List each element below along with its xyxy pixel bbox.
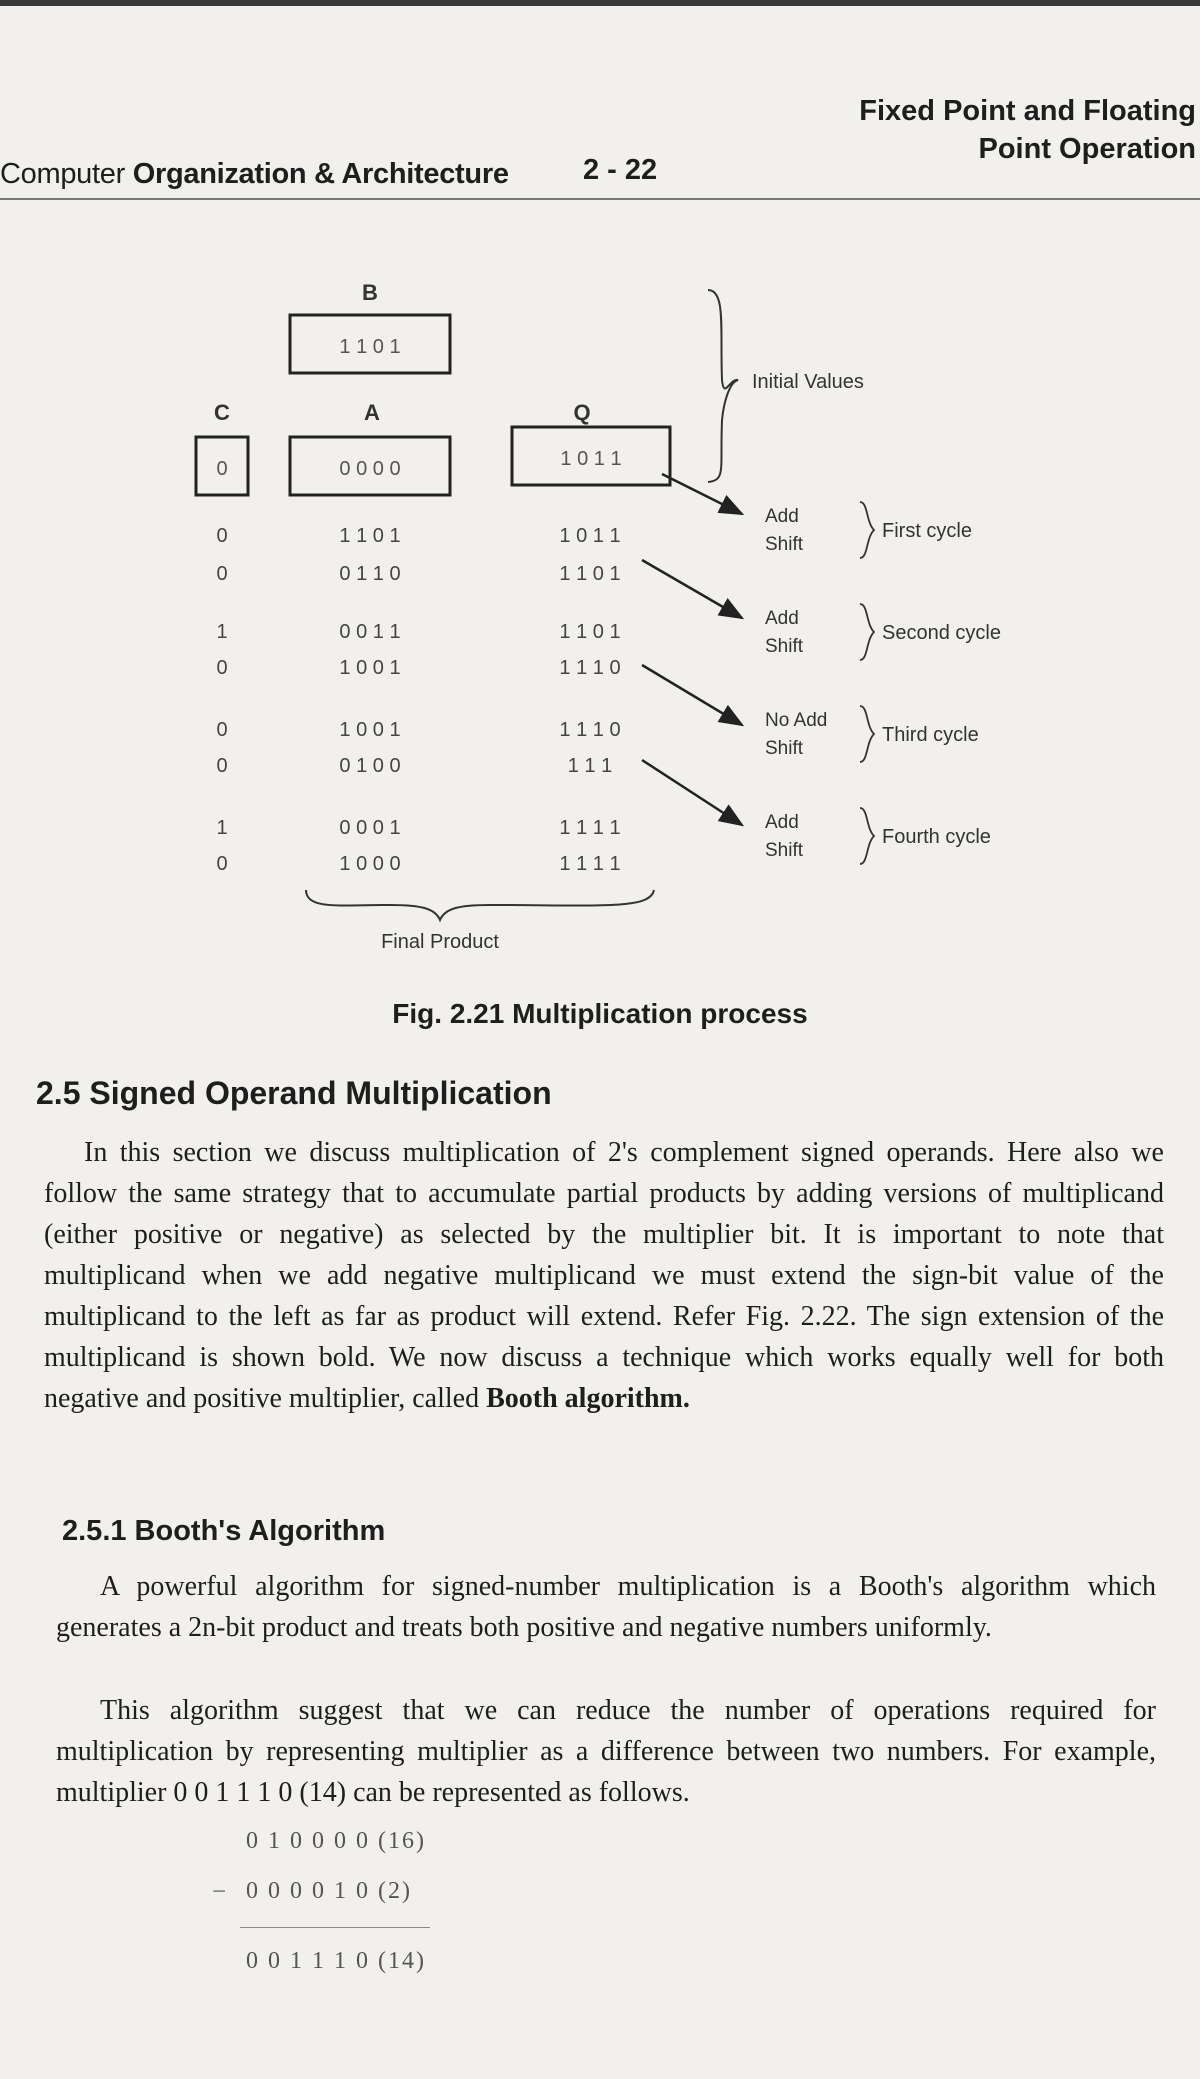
row-8-q: 1 1 1 1 xyxy=(559,853,621,875)
chapter-title-line2: Point Operation xyxy=(978,133,1196,165)
multiplication-diagram xyxy=(170,260,1070,960)
cycle-2-op2: Shift xyxy=(765,636,804,657)
register-c-value: 0 xyxy=(216,458,228,480)
equation-result-14: 0 0 1 1 1 0 (14) xyxy=(246,1948,426,1974)
cycle-2-op1: Add xyxy=(765,608,799,629)
equation-rule xyxy=(240,1927,430,1928)
cycle-1-op2: Shift xyxy=(765,534,804,555)
row-5-c: 0 xyxy=(216,719,228,741)
row-6-c: 0 xyxy=(216,755,228,777)
row-3-a: 0 0 1 1 xyxy=(339,621,401,643)
row-1-c: 0 xyxy=(216,525,228,547)
section-title: 2.5 Signed Operand Multiplication xyxy=(36,1075,552,1111)
final-product-label: Final Product xyxy=(381,931,499,953)
row-4-a: 1 0 0 1 xyxy=(339,657,401,679)
row-6-a: 0 1 0 0 xyxy=(339,755,401,777)
row-7-q: 1 1 1 1 xyxy=(559,817,621,839)
cycle-3-op1: No Add xyxy=(765,710,828,731)
row-3-q: 1 1 0 1 xyxy=(559,621,621,643)
final-product-brace xyxy=(306,890,654,920)
row-8-a: 1 0 0 0 xyxy=(339,853,401,875)
subsection-title: 2.5.1 Booth's Algorithm xyxy=(62,1515,386,1547)
paragraph-booth-intro: A powerful algorithm for signed-number multiplication is a Booth's algorithm which generates a 2n-bit product and treats both positive and negative numbers uniformly. xyxy=(56,1571,1156,1643)
cycle-4-op1: Add xyxy=(765,812,799,833)
row-7-c: 1 xyxy=(216,817,228,839)
equation-line-16: 0 1 0 0 0 0 (16) xyxy=(246,1828,426,1854)
row-2-a: 0 1 1 0 xyxy=(339,563,401,585)
row-5-q: 1 1 1 0 xyxy=(559,719,621,741)
row-3-c: 1 xyxy=(216,621,228,643)
running-header-book-title: Computer Organization & Architecture xyxy=(0,158,509,190)
chapter-title-line1: Fixed Point and Floating xyxy=(859,95,1196,127)
row-1-q: 1 0 1 1 xyxy=(559,525,621,547)
label-a: A xyxy=(364,400,380,425)
cycle-4-name: Fourth cycle xyxy=(882,826,991,848)
label-q: Q xyxy=(573,400,591,425)
row-2-q: 1 1 0 1 xyxy=(559,563,621,585)
cycle-3-name: Third cycle xyxy=(882,724,979,746)
initial-values-label: Initial Values xyxy=(752,371,864,393)
cycle-3-brace xyxy=(860,706,874,762)
arrow-2 xyxy=(642,560,742,618)
cycle-2-name: Second cycle xyxy=(882,622,1001,644)
cycle-4-brace xyxy=(860,808,874,864)
top-edge xyxy=(0,0,1200,6)
row-4-q: 1 1 1 0 xyxy=(559,657,621,679)
row-2-c: 0 xyxy=(216,563,228,585)
arrow-4 xyxy=(642,760,742,825)
header-rule xyxy=(0,198,1200,200)
page-number: 2 - 22 xyxy=(583,154,658,186)
row-1-a: 1 1 0 1 xyxy=(339,525,401,547)
label-b: B xyxy=(362,280,378,305)
row-8-c: 0 xyxy=(216,853,228,875)
paragraph-booth-example: This algorithm suggest that we can reduce the number of operations required for multiplication by representing multiplier as a difference between two numbers. For example, multiplier 0 0 1 1 1 0 (14) can be represented as follows. xyxy=(56,1695,1156,1808)
cycle-3-op2: Shift xyxy=(765,738,804,759)
equation-minus-sign: − xyxy=(212,1878,227,1905)
arrow-3 xyxy=(642,665,742,725)
row-4-c: 0 xyxy=(216,657,228,679)
register-q-value: 1 0 1 1 xyxy=(560,448,622,470)
figure-caption: Fig. 2.21 Multiplication process xyxy=(392,998,808,1029)
cycle-1-brace xyxy=(860,502,874,558)
cycle-1-name: First cycle xyxy=(882,520,972,542)
register-a-value: 0 0 0 0 xyxy=(339,458,401,480)
cycle-2-brace xyxy=(860,604,874,660)
initial-values-brace xyxy=(708,290,738,482)
equation-line-2: 0 0 0 0 1 0 (2) xyxy=(246,1878,412,1904)
cycle-1-op1: Add xyxy=(765,506,799,527)
cycle-4-op2: Shift xyxy=(765,840,804,861)
row-7-a: 0 0 0 1 xyxy=(339,817,401,839)
label-c: C xyxy=(214,400,230,425)
register-b-value: 1 1 0 1 xyxy=(339,336,401,358)
row-5-a: 1 0 0 1 xyxy=(339,719,401,741)
row-6-q: 1 1 1 xyxy=(567,755,613,777)
paragraph-signed-operand: In this section we discuss multiplication of 2's complement signed operands. Here also we follow the same strategy that to accumulate partial products by adding versions of multiplicand (either positive or negative) as selected by the multiplier bit. It is important to note that multiplicand when we add negative multiplicand we must extend the sign-bit value of the multiplicand to the left as far as product will extend. Refer Fig. 2.22. The sign extension of the multiplicand is shown bold. We now discuss a technique which works equally well for both negative and positive multiplier, called Booth algorithm. xyxy=(44,1137,1164,1414)
arrow-1 xyxy=(662,474,742,514)
